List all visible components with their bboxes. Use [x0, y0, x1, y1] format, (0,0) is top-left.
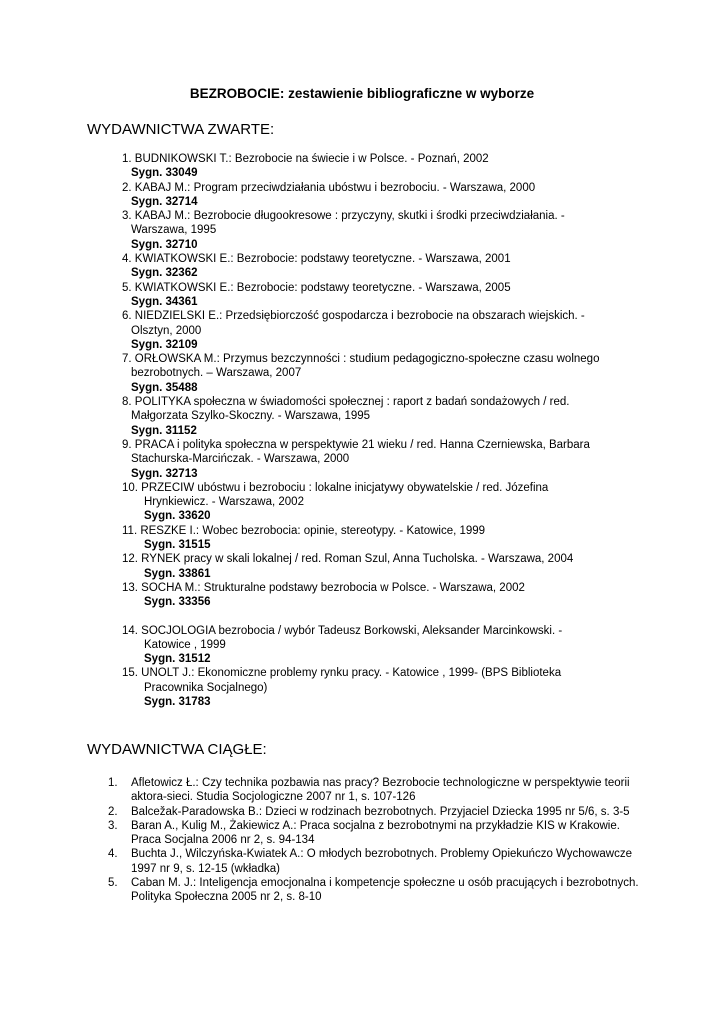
- list-item: [122, 352, 612, 395]
- call-number: Sygn. 33356: [144, 596, 211, 609]
- entry-text: Balcežak-Paradowska B.: Dzieci w rodzinach bezrobotnych. Przyjaciel Dziecka 1995 nr 5/6, s. 3-5: [131, 805, 630, 818]
- list-item: [122, 481, 612, 524]
- entry-text: 6. NIEDZIELSKI E.: Przedsiębiorczość gospodarcza i bezrobocie na obszarach wiejskich. - Olsztyn, 2000: [122, 310, 585, 337]
- call-number: Sygn. 35488: [131, 381, 198, 394]
- item-number: 3.: [108, 819, 118, 832]
- list-item: [108, 847, 648, 876]
- call-number: Sygn. 32713: [131, 467, 198, 480]
- section-heading-serials: WYDAWNICTWA CIĄGŁE:: [87, 741, 267, 758]
- entry-text: 14. SOCJOLOGIA bezrobocia / wybór Tadeusz Borkowski, Aleksander Marcinkowski. - Katowice , 1999: [122, 624, 563, 651]
- entry-text: 4. KWIATKOWSKI E.: Bezrobocie: podstawy teoretyczne. - Warszawa, 2001: [122, 253, 511, 266]
- entry-text: 3. KABAJ M.: Bezrobocie długookresowe : przyczyny, skutki i środki przeciwdziałania. - Warszawa, 1995: [122, 210, 565, 237]
- document-title: BEZROBOCIE: zestawienie bibliograficzne w wyborze: [189, 86, 535, 101]
- call-number: Sygn. 32362: [131, 267, 198, 280]
- list-item: [122, 252, 612, 281]
- item-number: 1.: [108, 777, 118, 789]
- list-item: [122, 395, 612, 438]
- call-number: Sygn. 32714: [131, 195, 198, 208]
- list-item: [122, 181, 612, 210]
- call-number: Sygn. 32710: [131, 238, 198, 251]
- list-item: [108, 876, 648, 905]
- list-item: [122, 438, 612, 481]
- list-item: [122, 524, 612, 553]
- entry-text: 5. KWIATKOWSKI E.: Bezrobocie: podstawy teoretyczne. - Warszawa, 2005: [122, 281, 511, 294]
- list-item: [108, 776, 648, 805]
- call-number: Sygn. 33620: [144, 510, 211, 523]
- call-number: Sygn. 33861: [144, 567, 211, 580]
- serials-list: [108, 776, 648, 905]
- entry-text: Caban M. J.: Inteligencja emocjonalna i kompetencje społeczne u osób pracujących i bezrobotnych. Polityka Społeczna 2005 nr 2, s. 8-10: [131, 877, 639, 904]
- list-item: [122, 666, 612, 709]
- entry-text: 11. RESZKE I.: Wobec bezrobocia: opinie, stereotypy. - Katowice, 1999: [122, 524, 486, 537]
- entry-text: 2. KABAJ M.: Program przeciwdziałania ubóstwu i bezrobociu. - Warszawa, 2000: [122, 181, 536, 194]
- entry-text: 1. BUDNIKOWSKI T.: Bezrobocie na świecie i w Polsce. - Poznań, 2002: [122, 153, 489, 165]
- list-item: [122, 281, 612, 310]
- call-number: Sygn. 31515: [144, 539, 211, 552]
- section-heading-monographs: WYDAWNICTWA ZWARTE:: [87, 121, 275, 138]
- list-item: [122, 581, 612, 610]
- entry-text: Afletowicz Ł.: Czy technika pozbawia nas pracy? Bezrobocie technologiczne w perspektywie teorii aktora-sieci. Studia Socjologiczne 2007 nr 1, s. 107-126: [131, 777, 630, 804]
- entry-text: 10. PRZECIW ubóstwu i bezrobociu : lokalne inicjatywy obywatelskie / red. Józefina Hrynkiewicz. - Warszawa, 2002: [122, 481, 549, 509]
- list-item: [108, 805, 648, 819]
- call-number: Sygn. 33049: [131, 167, 198, 180]
- call-number: Sygn. 31152: [131, 424, 197, 437]
- entry-text: Buchta J., Wilczyńska-Kwiatek A.: O młodych bezrobotnych. Problemy Opiekuńczo Wychowawcze 1997 nr 9, s. 12-15 (wkładka): [131, 848, 632, 875]
- monographs-list: [122, 152, 612, 709]
- entry-text: 7. ORŁOWSKA M.: Przymus bezczynności : studium pedagogiczno-społeczne czasu wolnego bezrobotnych. – Warszawa, 2007: [122, 353, 600, 380]
- list-item: [108, 819, 648, 848]
- list-item: [122, 624, 612, 667]
- call-number: Sygn. 31783: [144, 695, 211, 708]
- call-number: Sygn. 32109: [131, 338, 198, 351]
- entry-text: 8. POLITYKA społeczna w świadomości społecznej : raport z badań sondażowych / red. Małgorzata Szylko-Skoczny. - Warszawa, 1995: [122, 396, 570, 423]
- call-number: Sygn. 31512: [144, 653, 211, 666]
- list-item: [122, 209, 612, 252]
- item-number: 4.: [108, 848, 118, 861]
- list-item: [122, 309, 612, 352]
- list-item: [122, 552, 612, 581]
- list-item: [122, 152, 612, 181]
- item-number: 5.: [108, 877, 118, 890]
- call-number: Sygn. 34361: [131, 295, 198, 308]
- entry-text: 9. PRACA i polityka społeczna w perspektywie 21 wieku / red. Hanna Czerniewska, Barbara Stachurska-Marcińczak. - Warszawa, 2000: [122, 438, 590, 466]
- entry-text: 13. SOCHA M.: Strukturalne podstawy bezrobocia w Polsce. - Warszawa, 2002: [122, 581, 525, 594]
- entry-text: Baran A., Kulig M., Żakiewicz A.: Praca socjalna z bezrobotnymi na przykładzie KIS w Krakowie. Praca Socjalna 2006 nr 2, s. 94-134: [131, 819, 620, 847]
- item-number: 2.: [108, 805, 118, 818]
- entry-text: 12. RYNEK pracy w skali lokalnej / red. Roman Szul, Anna Tucholska. - Warszawa, 2004: [122, 553, 574, 566]
- entry-text: 15. UNOLT J.: Ekonomiczne problemy rynku pracy. - Katowice , 1999- (BPS Biblioteka Pracownika Socjalnego): [122, 667, 562, 694]
